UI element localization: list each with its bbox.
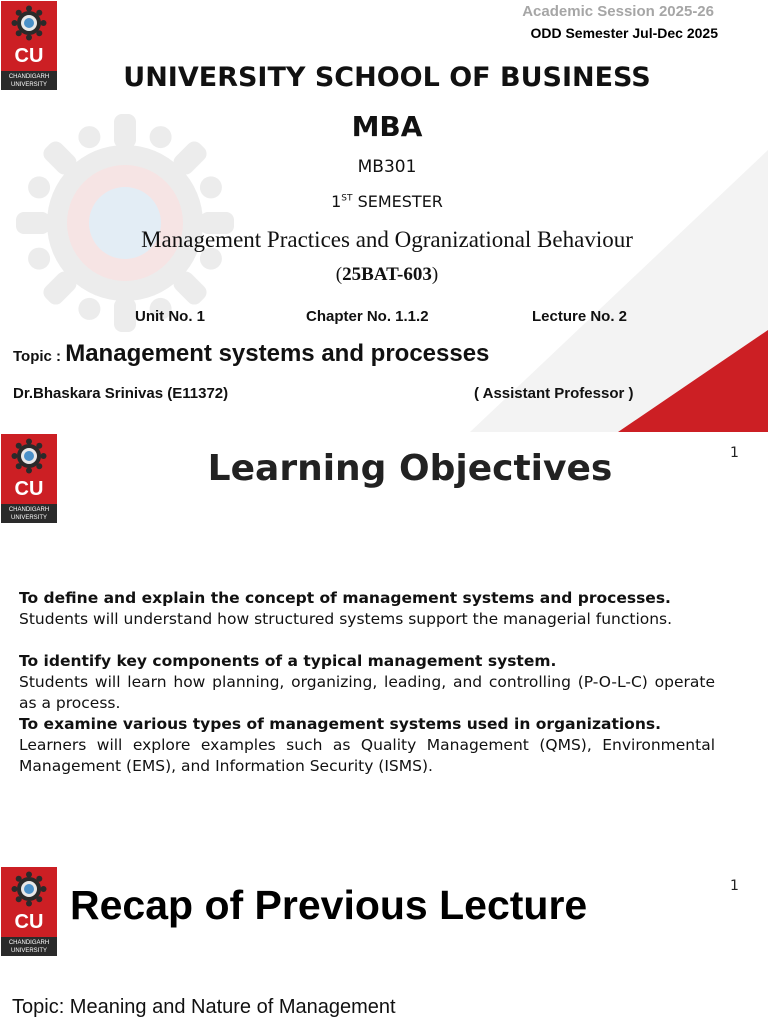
course-code: MB301 [357,157,417,177]
logo-abbr: CU [14,478,44,500]
cu-emblem-icon [11,871,47,907]
objective-heading: To examine various types of management systems used in organizations. [19,715,661,733]
objectives-list [19,588,715,777]
logo-caption: CHANDIGARH UNIVERSITY [1,937,57,956]
semester-period: ODD Semester Jul-Dec 2025 [530,25,718,41]
semester-label: 1ST SEMESTER [331,192,443,211]
page-number: 1 [730,445,739,461]
topic-line [13,340,489,368]
author-role: ( Assistant Professor ) [474,385,634,402]
title-slide [0,0,768,432]
academic-session: Academic Session 2025-26 [522,3,714,20]
recap-slide [0,866,768,1024]
cu-logo [1,434,57,523]
subject-name: Management Practices and Ogranizational Behaviour [141,227,633,252]
cu-logo [1,867,57,956]
author-name: Dr.Bhaskara Srinivas (E11372) [13,385,229,402]
unit-number: Unit No. 1 [135,308,205,325]
slide-title: Learning Objectives [207,448,613,489]
red-corner-triangle [618,330,768,432]
chapter-number: Chapter No. 1.1.2 [306,308,429,325]
objective-detail: Learners will explore examples such as Quality Management (QMS), Environmental Management (EMS), and Information Security (ISMS). [19,736,715,775]
school-name: UNIVERSITY SCHOOL OF BUSINESS [123,62,651,93]
objective-heading: To identify key components of a typical management system. [19,652,557,670]
logo-caption: CHANDIGARH UNIVERSITY [1,504,57,523]
cu-emblem-icon [11,438,47,474]
slide-title: Recap of Previous Lecture [70,882,588,928]
lecture-number: Lecture No. 2 [532,308,628,325]
page-number: 1 [730,878,739,894]
objective-detail: Students will understand how structured systems support the managerial functions. [19,610,673,628]
objective-heading: To define and explain the concept of management systems and processes. [19,589,671,607]
recap-topic: Topic: Meaning and Nature of Management [12,996,396,1018]
cu-emblem-icon [11,5,47,41]
logo-abbr: CU [14,911,44,933]
objective-detail: Students will learn how planning, organizing, leading, and controlling (P-O-L-C) operate as a process. [19,673,715,712]
logo-caption: CHANDIGARH UNIVERSITY [1,71,57,90]
topic-label: Topic : [13,348,66,365]
subject-code: (25BAT-603) [335,264,439,285]
logo-abbr: CU [14,45,44,67]
topic-value: Management systems and processes [65,340,490,367]
program-name: MBA [351,110,423,143]
learning-objectives-slide [0,432,768,866]
